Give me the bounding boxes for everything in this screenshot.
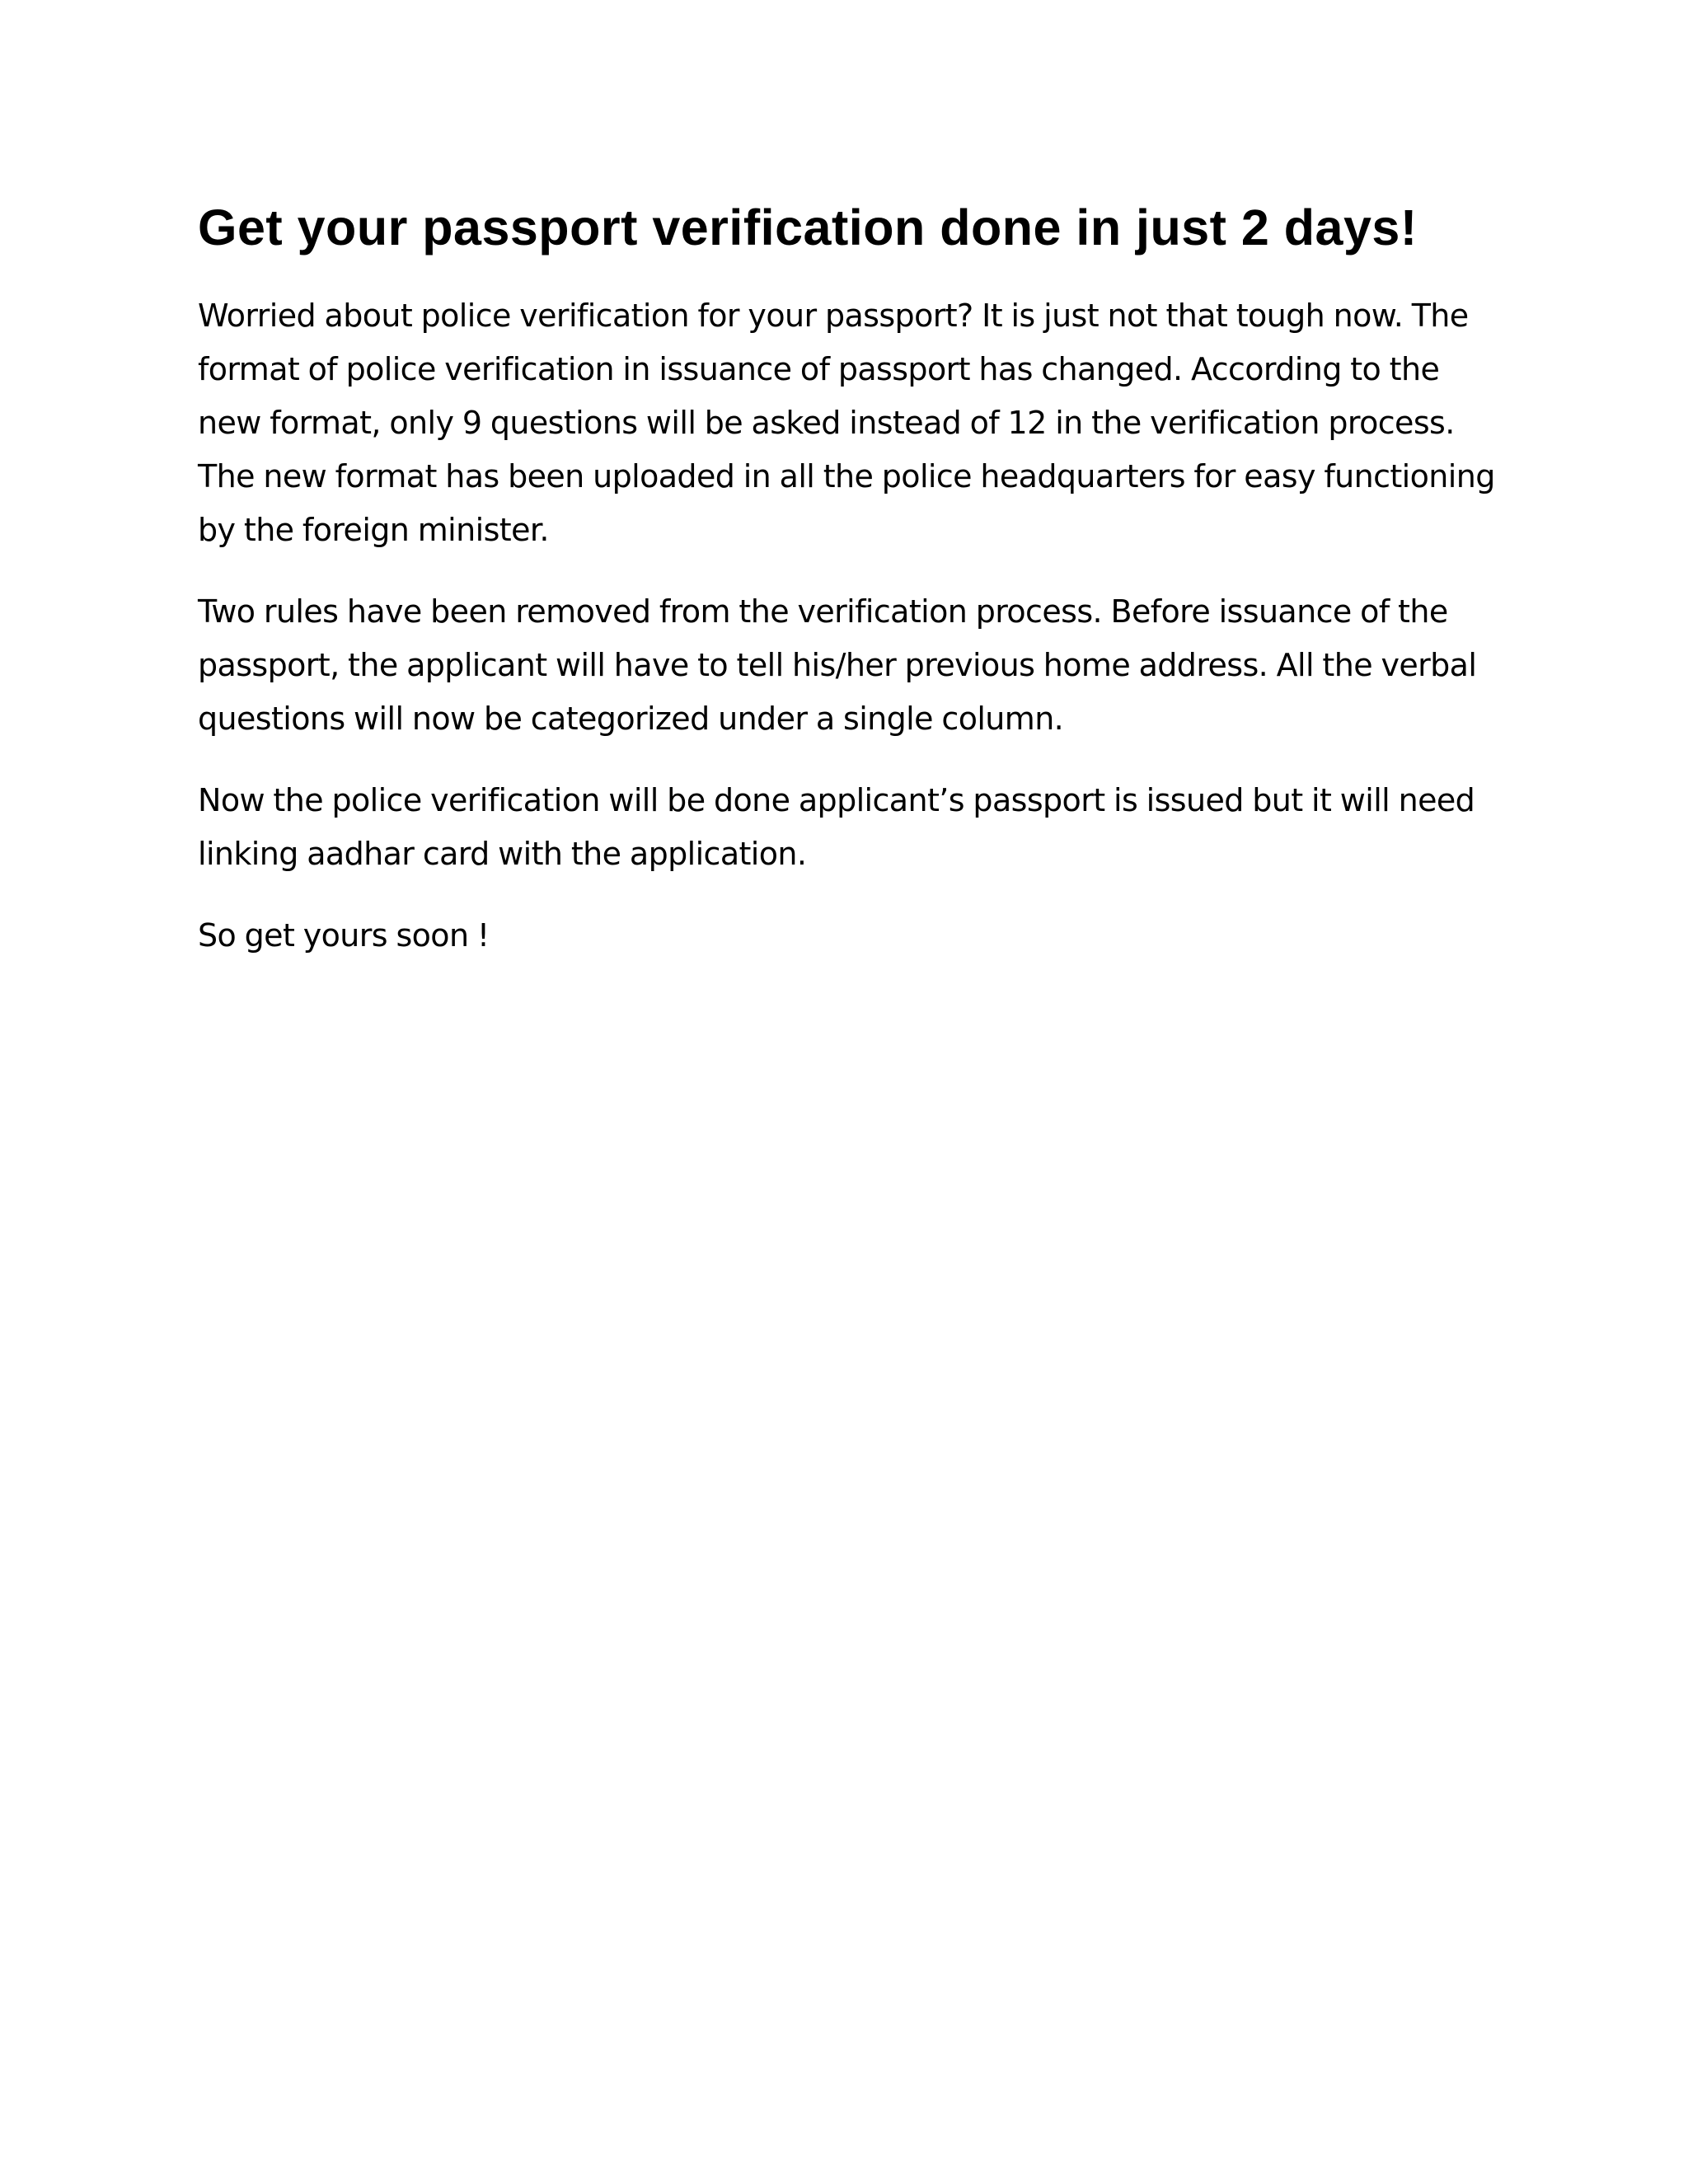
paragraph-aadhar: Now the police verification will be done applicant’s passport is issued but it will need linking aadhar card with the application.: [198, 782, 1475, 872]
document-body: [198, 185, 1500, 991]
paragraph-closing: So get yours soon !: [198, 917, 490, 954]
paragraph-intro: Worried about police verification for your passport? It is just not that tough now. The format of police verification in issuance of passport has changed. According to the new format, only 9 questions will be asked instead of 12 in the verification process. The new format has been uploaded in all the police headquarters for easy functioning by the foreign minister.: [198, 298, 1495, 548]
paragraph-rules: Two rules have been removed from the verification process. Before issuance of the passport, the applicant will have to tell his/her previous home address. All the verbal questions will now be categorized under a single column.: [198, 593, 1477, 737]
document-title: Get your passport verification done in just 2 days!: [198, 199, 1418, 255]
